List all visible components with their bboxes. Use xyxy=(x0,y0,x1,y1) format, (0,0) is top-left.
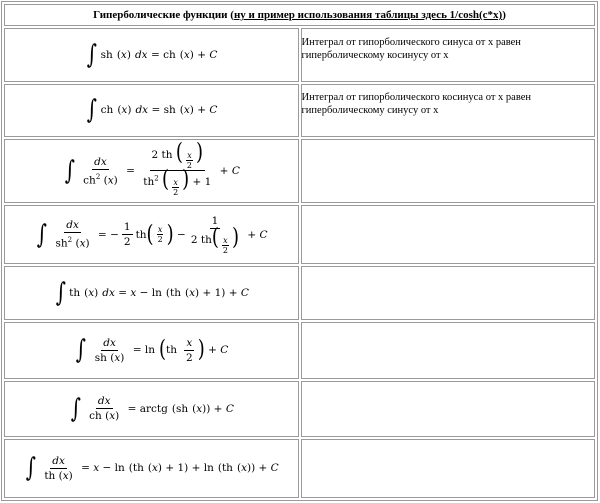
formula-inv-sh2-integral: ∫ $\frac{dx}{sh^2 (x)}$ = − $\frac{1}{2}$ th ( $\frac{x}{2}$ ) − 1 2 th( $\frac{x}{2}$ ) + C xyxy=(36,215,268,256)
formula-ch-integral: ∫ ch ( x ) dx = sh ( x ) + C xyxy=(86,95,218,126)
header-title-prefix: Гиперболические функции ( xyxy=(93,9,234,22)
formula-cell xyxy=(4,205,299,264)
table-row xyxy=(4,205,595,264)
formula-inv-th-integral: ∫ $\frac{dx}{th (x)}$ = x − ln (th ( x ) + 1) + ln (th ( x )) + C xyxy=(25,453,279,484)
description-cell xyxy=(301,139,596,203)
table-row xyxy=(4,84,595,137)
example-link[interactable]: ну и пример использования таблицы здесь 1/cosh(c*x) xyxy=(233,9,503,22)
formula-inv-ch2-integral: ∫ $\frac{dx}{ch^2 (x)}$ = 2 th ( $\frac{x}{2}$ ) $th^2$ ( $\frac{x}{2}$ ) + 1 + C xyxy=(64,139,240,198)
description-cell xyxy=(301,322,596,378)
description-cell xyxy=(301,84,596,137)
formula-cell xyxy=(4,84,299,137)
row-description: Интеграл от гипорболического косинуса от х равен гиперболическому синусу от х xyxy=(301,92,531,117)
description-cell xyxy=(301,266,596,320)
description-cell xyxy=(301,381,596,437)
formula-inv-ch-integral: ∫ $\frac{dx}{ch (x)}$ = arctg (sh ( x )) + C xyxy=(70,393,234,424)
table-header xyxy=(4,4,595,26)
formula-cell xyxy=(4,139,299,203)
table-row xyxy=(4,439,595,498)
table-row xyxy=(4,381,595,437)
formula-cell xyxy=(4,322,299,378)
header-title-suffix: ) xyxy=(502,9,506,22)
formula-sh-integral: ∫ sh ( x ) dx = ch ( x ) + C xyxy=(86,40,218,71)
description-cell xyxy=(301,439,596,498)
formula-cell xyxy=(4,439,299,498)
formula-th-integral: ∫ th ( x ) dx = x − ln (th ( x ) + 1) + C xyxy=(55,278,249,309)
formula-cell xyxy=(4,266,299,320)
table-row xyxy=(4,266,595,320)
formula-cell xyxy=(4,28,299,81)
description-cell xyxy=(301,205,596,264)
table-row xyxy=(4,322,595,378)
description-cell xyxy=(301,28,596,81)
formula-cell xyxy=(4,381,299,437)
table-row xyxy=(4,28,595,81)
table-row xyxy=(4,139,595,203)
formula-inv-sh-integral: ∫ $\frac{dx}{sh (x)}$ = ln ( th $\frac{x}{2}$ ) + C xyxy=(75,335,229,366)
row-description: Интеграл от гипорболического синуса от х равен гиперболическому косинусу от х xyxy=(301,37,521,62)
integral-table xyxy=(1,1,598,501)
